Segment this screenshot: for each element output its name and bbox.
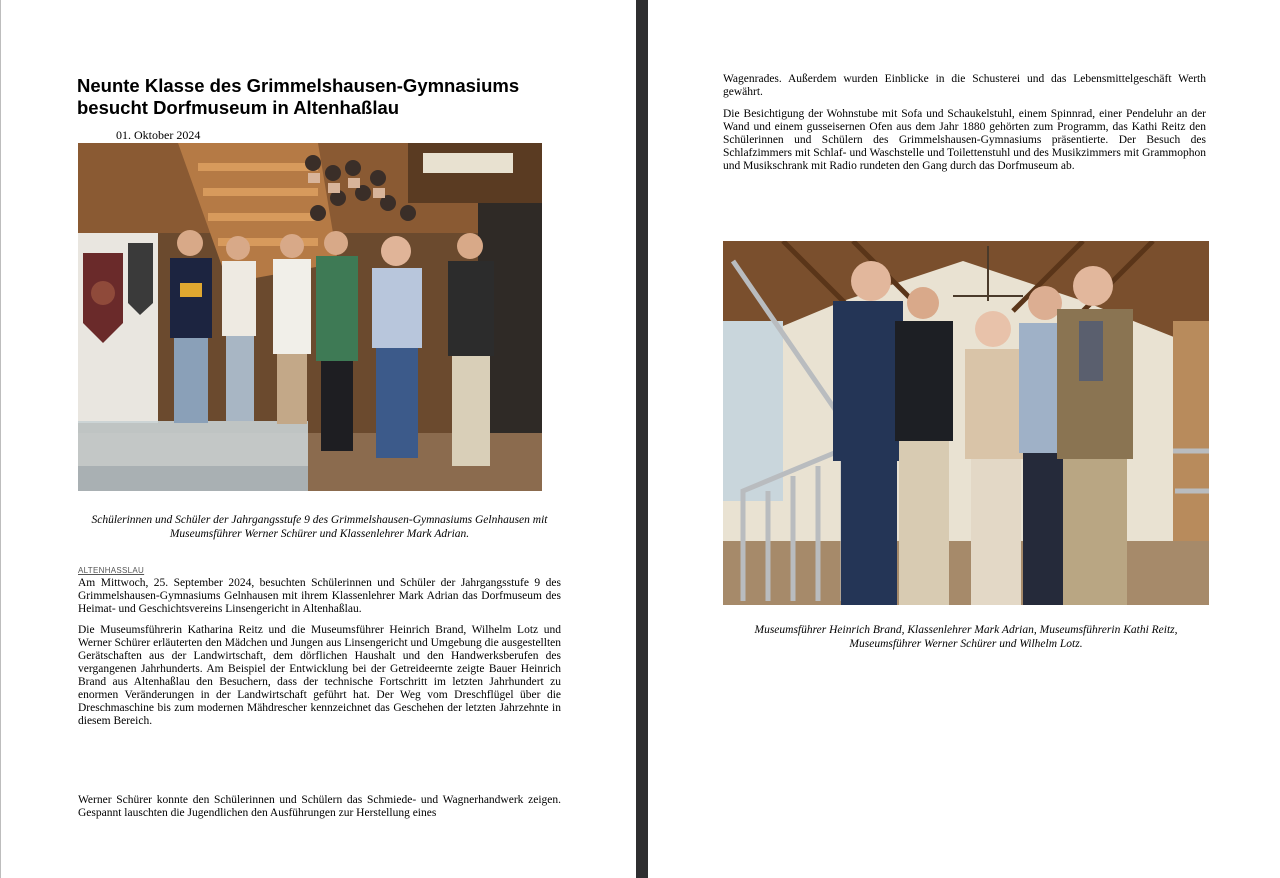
- paragraph: Die Museumsführerin Katharina Reitz und die Museumsführer Heinrich Brand, Wilhelm Lotz und Werner Schürer erläuterten den Mädchen und Jungen aus Linsengericht und Umgebung die ausgestellten Gerätschaften aus der Landwirtschaft, dem dörflichen Haushalt und den Handwerksberufen des vergangenen Jahrhunderts. Am Beispiel der Entwicklung bei der Getreideernte zeigte Bauer Heinrich Brand aus Altenhaßlau den Besuchern, dass der technische Fortschritt im letzten Jahrhundert zu enormen Veränderungen in der Landwirtschaft geführt hat. Der Weg vom Dreschflügel über die Dreschmaschine bis zum modernen Mähdrescher kennzeichnet das Geschehen der letzten Jahrzehnte in diesem Bereich.: [78, 624, 561, 727]
- dateline: ALTENHASSLAU: [78, 566, 145, 575]
- paragraph: Werner Schürer konnte den Schülerinnen und Schülern das Schmiede- und Wagnerhandwerk zeigen. Gespannt lauschten die Jugendlichen den Ausführungen zur Herstellung eines: [78, 794, 561, 819]
- photo-caption-guides: Museumsführer Heinrich Brand, Klassenlehrer Mark Adrian, Museumsführerin Kathi Reitz, Museumsführer Werner Schürer und Wilhelm Lotz.: [754, 624, 1178, 650]
- article-headline: Neunte Klasse des Grimmelshausen-Gymnasiums besucht Dorfmuseum in Altenhaßlau: [77, 75, 520, 118]
- page-left: [0, 0, 636, 878]
- guides-photo: [723, 241, 1209, 605]
- photo-caption-group: Schülerinnen und Schüler der Jahrgangsstufe 9 des Grimmelshausen-Gymnasiums Gelnhausen mit Museumsführer Werner Schürer und Klassenlehrer Mark Adrian.: [91, 514, 548, 540]
- paragraph: Am Mittwoch, 25. September 2024, besuchten Schülerinnen und Schüler der Jahrgangsstufe 9 des Grimmelshausen-Gymnasiums Gelnhausen mit ihrem Klassenlehrer Mark Adrian das Dorfmuseum des Heimat- und Geschichtsvereins Linsengericht in Altenhaßlau.: [78, 577, 561, 615]
- class-group-photo: [78, 143, 542, 491]
- page-gutter: [636, 0, 648, 878]
- paragraph: Wagenrades. Außerdem wurden Einblicke in die Schusterei und das Lebensmittelgeschäft Werth gewährt.: [723, 73, 1206, 98]
- article-date: 01. Oktober 2024: [116, 128, 201, 142]
- paragraph: Die Besichtigung der Wohnstube mit Sofa und Schaukelstuhl, einem Spinnrad, einer Pendeluhr an der Wand und einem gusseisernen Ofen aus dem Jahr 1880 gehörten zum Programm, das Kathi Reitz den Schülerinnen und Schülern des Grimmelshausen-Gymnasiums präsentierte. Der Besuch des Schlafzimmers mit Schlaf- und Waschstelle und Toilettenstuhl und des Musikzimmers mit Grammophon und Musikschrank mit Radio rundeten den Gang durch das Dorfmuseum ab.: [723, 108, 1206, 172]
